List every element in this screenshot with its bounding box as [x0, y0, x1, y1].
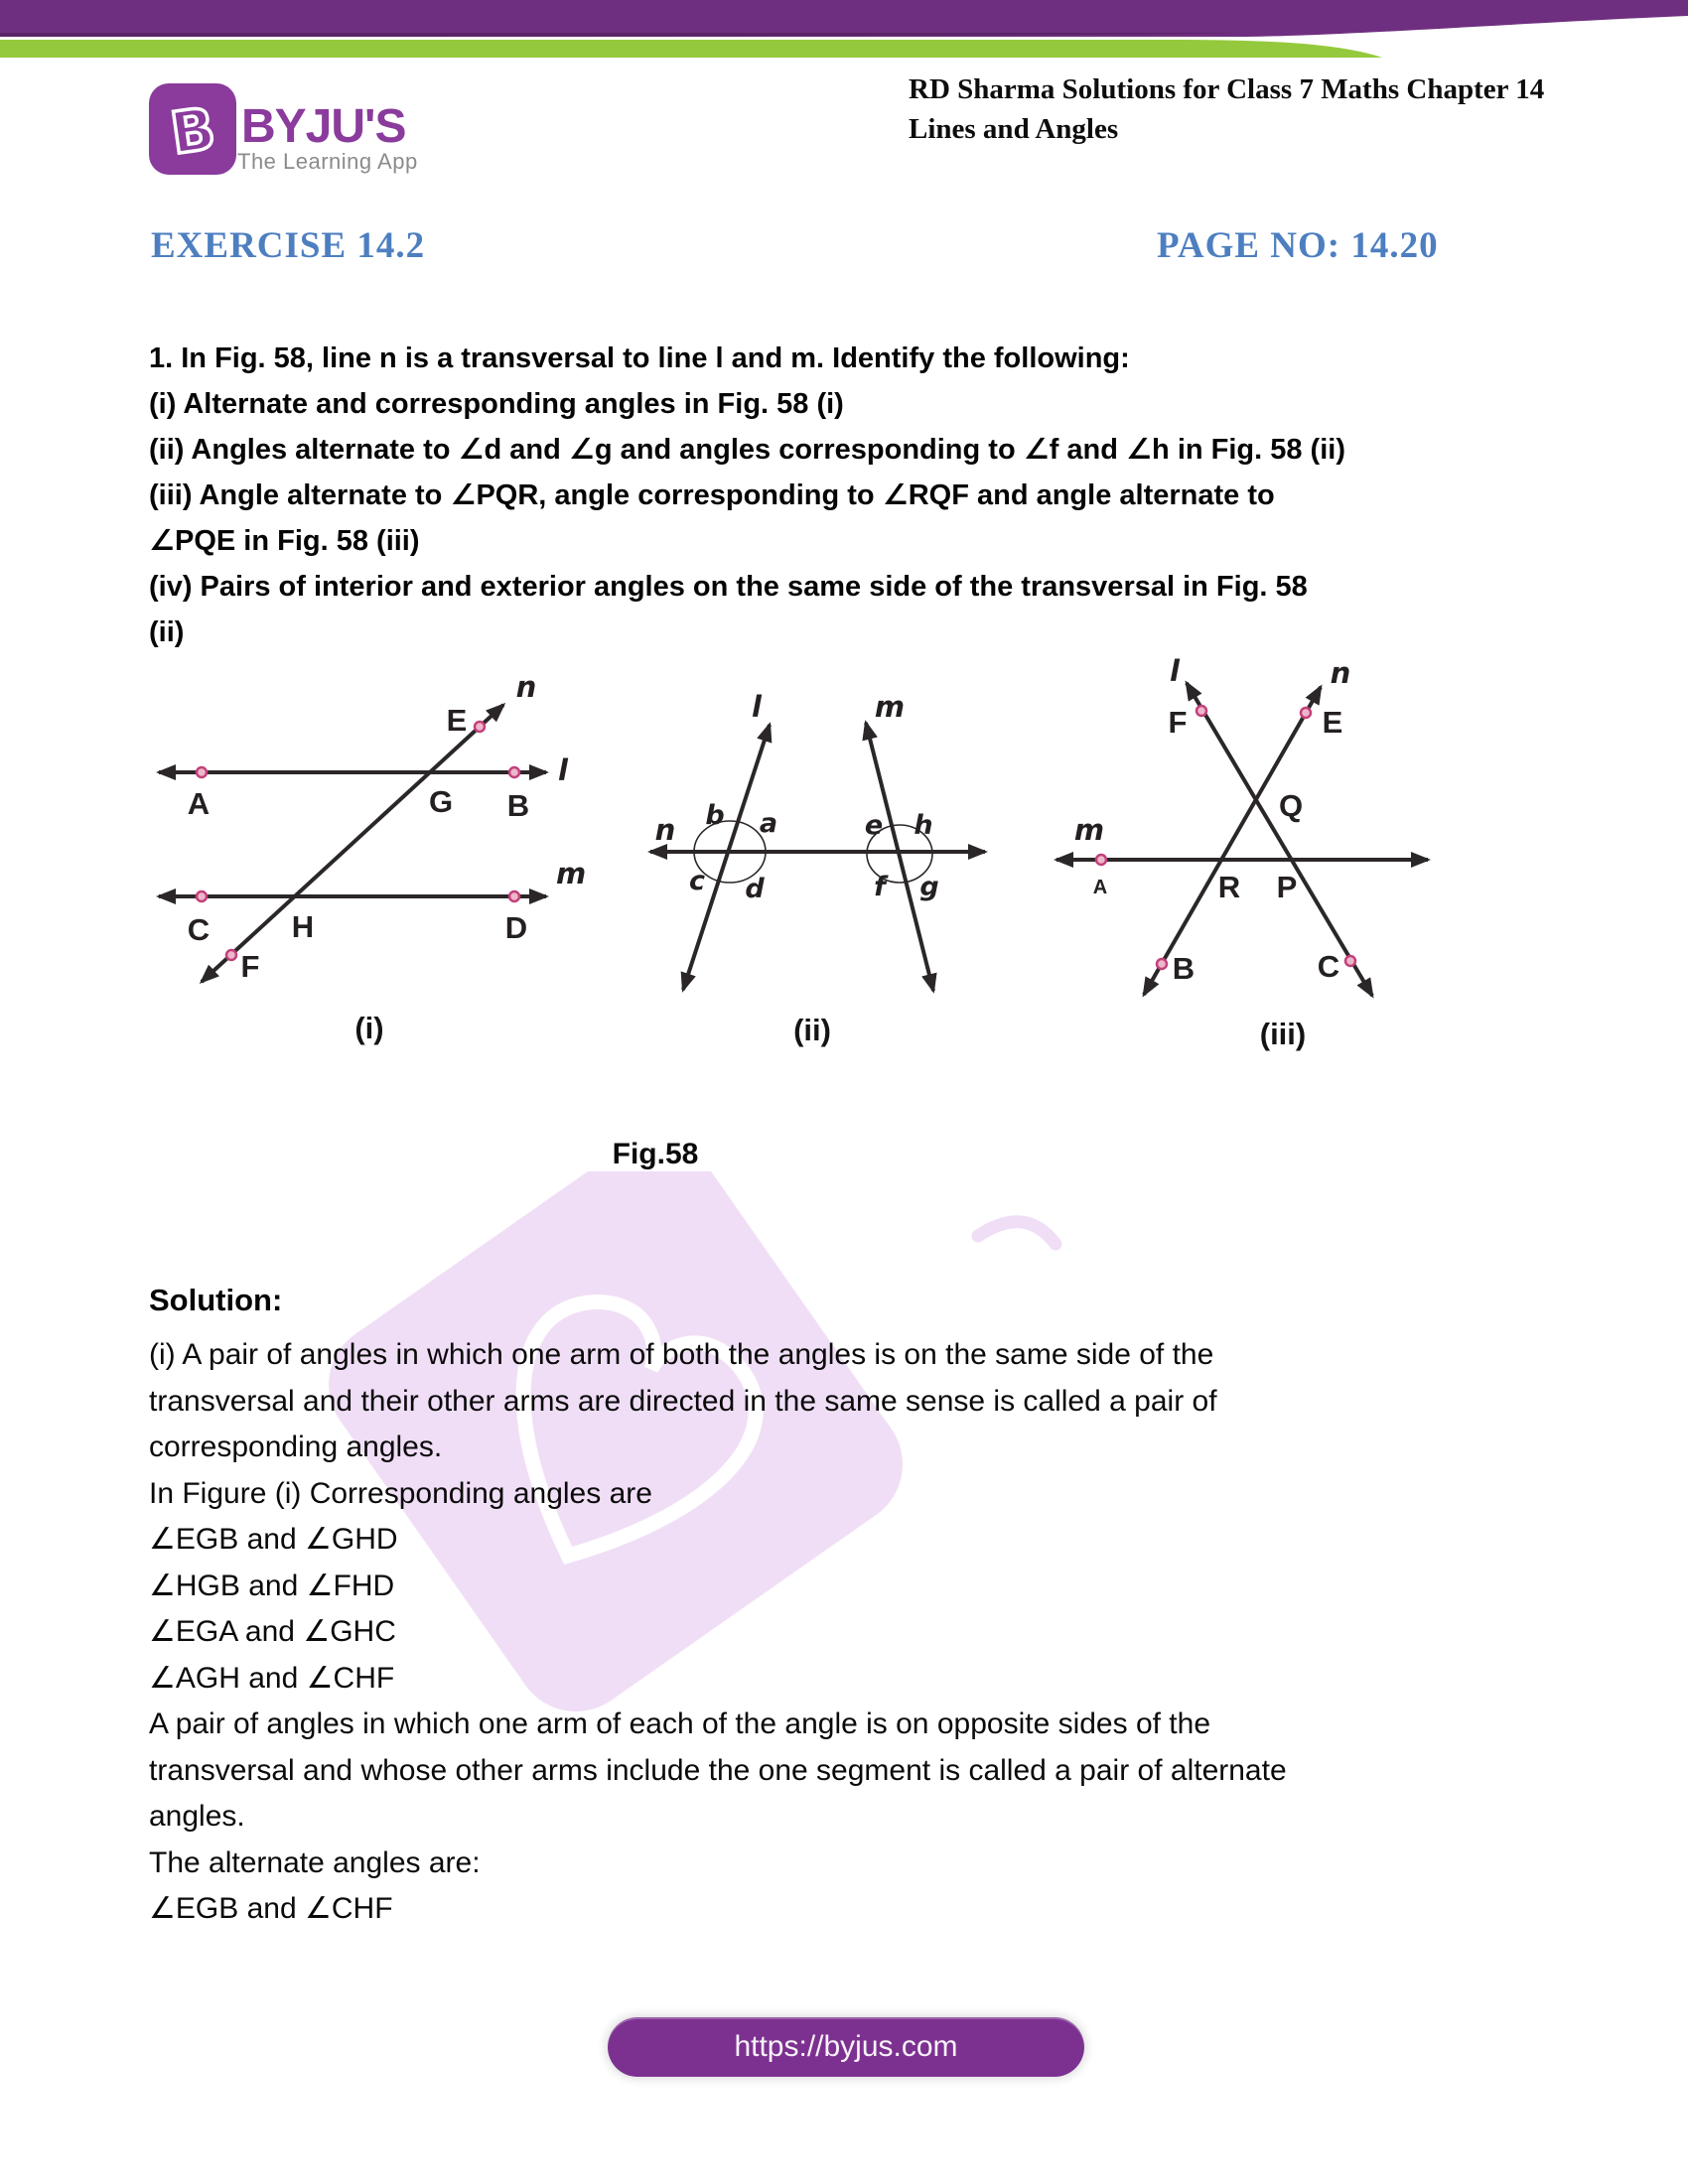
fig2-label-h: h [914, 810, 933, 841]
fig3-line-l [1187, 683, 1372, 996]
doc-title [909, 69, 1623, 149]
solution-line: In Figure (i) Corresponding angles are [149, 1476, 652, 1510]
fig1-label-B: B [506, 788, 530, 823]
fig1-label-G: G [428, 784, 454, 819]
fig1-label-C: C [187, 912, 211, 947]
fig3-label-P: P [1276, 870, 1298, 904]
fig2-line-l [683, 725, 770, 990]
fig2-label-d: d [745, 874, 765, 904]
header-banner [0, 0, 1688, 79]
figure-i [139, 665, 635, 1052]
fig2-label-e: e [864, 810, 884, 841]
solution-block [149, 1332, 1599, 1933]
fig3-label-Q: Q [1279, 788, 1304, 823]
page-number-heading: PAGE NO: 14.20 [1157, 225, 1439, 266]
solution-line: ∠EGB and ∠CHF [149, 1892, 393, 1925]
fig3-label-F: F [1168, 705, 1188, 740]
solution-heading: Solution: [149, 1283, 283, 1317]
fig2-label-a: a [759, 808, 778, 839]
fig1-label-D: D [504, 910, 528, 945]
question-line: 1. In Fig. 58, line n is a transversal to line l and m. Identify the following: [149, 342, 1130, 374]
fig2-label-c: c [688, 866, 706, 896]
fig1-lines [159, 705, 546, 982]
question-line: (i) Alternate and corresponding angles in Fig. 58 (i) [149, 388, 844, 420]
fig2-label-l: l [752, 690, 762, 724]
question-line: (ii) Angles alternate to ∠d and ∠g and angles corresponding to ∠f and ∠h in Fig. 58 (ii) [149, 434, 1345, 466]
fig2-label-b: b [705, 800, 725, 831]
fig1-label-F: F [240, 949, 260, 984]
question-line: (iv) Pairs of interior and exterior angles on the same side of the transversal in Fig. 58 [149, 571, 1308, 603]
solution-line: A pair of angles in which one arm of each of the angle is on opposite sides of the [149, 1707, 1211, 1740]
fig3-label-n: n [1330, 656, 1351, 690]
fig1-label-n: n [515, 670, 537, 704]
fig2-label-f: f [874, 872, 886, 902]
solution-line: transversal and their other arms are directed in the same sense is called a pair of [149, 1384, 1217, 1418]
solution-line: ∠AGH and ∠CHF [149, 1661, 395, 1695]
fig1-label-E: E [446, 703, 468, 738]
fig3-label-l: l [1170, 654, 1180, 688]
figure-ii [635, 665, 1033, 1062]
figure-i-caption: (i) [354, 1011, 384, 1045]
solution-line: angles. [149, 1800, 245, 1833]
byjus-logo-icon [149, 83, 236, 175]
fig2-label-m: m [874, 690, 906, 724]
brand-wordmark: BYJU'S [241, 100, 406, 153]
figure-ii-caption: (ii) [793, 1013, 831, 1047]
banner-purple-band [0, 0, 1688, 37]
brand-tagline: The Learning App [237, 149, 418, 174]
fig3-label-R: R [1217, 870, 1241, 904]
fig2-label-n: n [654, 813, 676, 847]
fig2-lines [650, 723, 985, 991]
question-line: (iii) Angle alternate to ∠PQR, angle corresponding to ∠RQF and angle alternate to [149, 479, 1275, 511]
fig1-label-m: m [556, 857, 587, 890]
fig1-line-n [202, 705, 503, 982]
doc-title-line1: RD Sharma Solutions for Class 7 Maths Chapter 14 [909, 73, 1545, 105]
question-block [149, 336, 1599, 655]
fig1-label-l: l [558, 753, 568, 787]
fig3-lines [1056, 683, 1428, 996]
svg-text:B: B [166, 94, 219, 168]
figure-iii [1043, 645, 1519, 1062]
solution-line: ∠EGA and ∠GHC [149, 1615, 396, 1648]
solution-line: ∠EGB and ∠GHD [149, 1523, 398, 1556]
fig3-label-B: B [1172, 951, 1196, 986]
fig2-label-g: g [919, 872, 939, 902]
solution-line: ∠HGB and ∠FHD [149, 1569, 395, 1602]
fig3-label-E: E [1322, 705, 1343, 740]
fig1-label-H: H [291, 909, 315, 944]
solution-line: The alternate angles are: [149, 1845, 481, 1879]
fig3-label-C: C [1317, 949, 1340, 984]
footer-url-button[interactable]: https://byjus.com [608, 2017, 1084, 2077]
solution-line: corresponding angles. [149, 1431, 443, 1463]
figure-iii-caption: (iii) [1259, 1017, 1307, 1051]
fig3-label-m: m [1073, 813, 1105, 847]
question-line: (ii) [149, 616, 185, 648]
logo-b-glyph [149, 83, 236, 175]
fig2-line-m [866, 723, 933, 991]
exercise-heading: EXERCISE 14.2 [151, 225, 426, 266]
banner-green-band [0, 40, 1382, 58]
fig1-label-A: A [187, 786, 211, 821]
fig58-caption: Fig.58 [612, 1138, 699, 1170]
solution-line: (i) A pair of angles in which one arm of both the angles is on the same side of the [149, 1338, 1214, 1371]
doc-title-line2: Lines and Angles [909, 113, 1119, 145]
question-line: ∠PQE in Fig. 58 (iii) [149, 525, 420, 557]
fig3-label-A: A [1092, 877, 1108, 898]
solution-line: transversal and whose other arms include the one segment is called a pair of alternate [149, 1753, 1287, 1787]
